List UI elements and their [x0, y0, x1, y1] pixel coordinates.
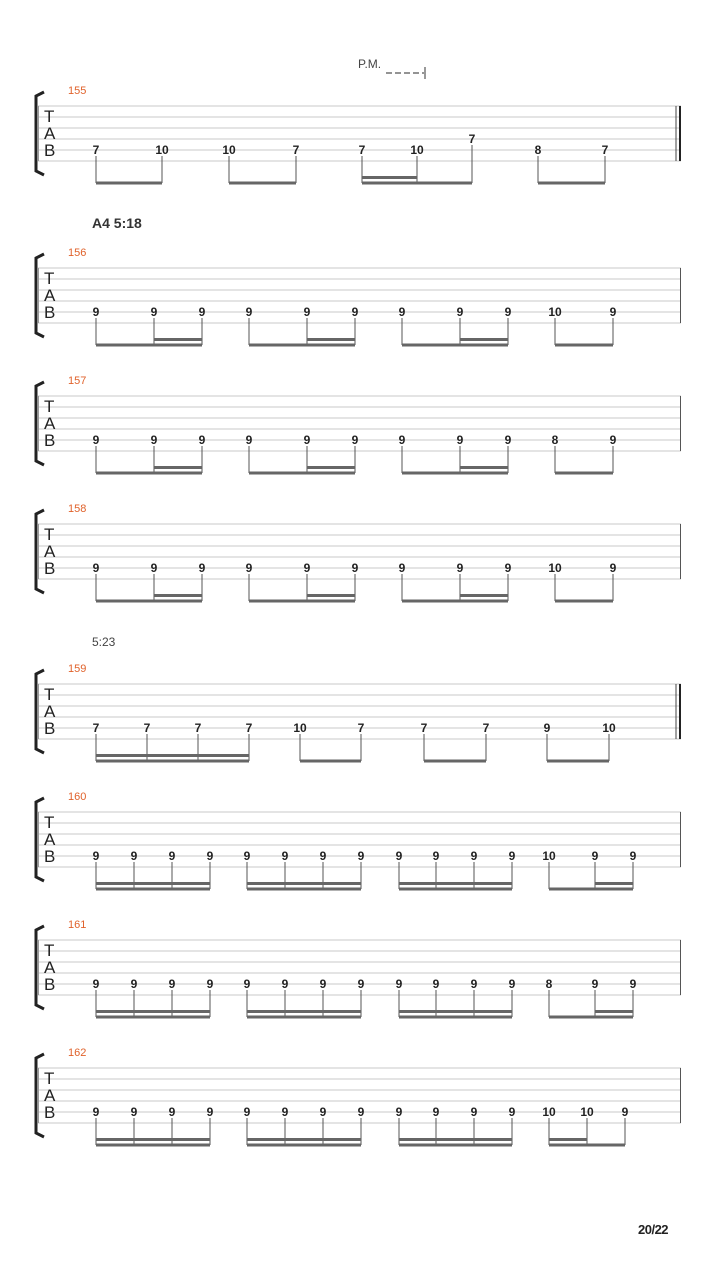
tab-system [36, 375, 681, 475]
sub-beam [247, 1010, 361, 1013]
fret-number: 9 [504, 561, 512, 575]
beam [555, 600, 613, 603]
tab-system [36, 503, 681, 603]
fret-number: 9 [432, 849, 440, 863]
fret-number: 9 [206, 977, 214, 991]
beam [555, 344, 613, 347]
tab-clef-letter: B [44, 431, 56, 450]
tab-clef-letter: A [44, 124, 56, 143]
fret-number: 10 [580, 1105, 594, 1119]
tab-clef-letter: B [44, 975, 56, 994]
fret-number: 8 [545, 977, 553, 991]
fret-number: 10 [542, 849, 556, 863]
fret-number: 9 [357, 977, 365, 991]
beam [549, 888, 633, 891]
fret-number: 9 [92, 305, 100, 319]
fret-number: 9 [357, 849, 365, 863]
sub-beam [307, 594, 355, 597]
fret-number: 9 [621, 1105, 629, 1119]
beam [402, 600, 508, 603]
fret-number: 7 [358, 143, 366, 157]
fret-number: 7 [482, 721, 490, 735]
fret-number: 9 [609, 305, 617, 319]
fret-number: 9 [168, 1105, 176, 1119]
fret-number: 9 [543, 721, 551, 735]
tab-system [36, 663, 681, 763]
fret-number: 7 [601, 143, 609, 157]
fret-number: 9 [470, 1105, 478, 1119]
fret-number: 7 [420, 721, 428, 735]
fret-number: 10 [155, 143, 169, 157]
fret-number: 7 [357, 721, 365, 735]
sub-beam [595, 1010, 633, 1013]
fret-number: 9 [456, 433, 464, 447]
fret-number: 9 [319, 849, 327, 863]
fret-number: 7 [194, 721, 202, 735]
fret-number: 9 [245, 305, 253, 319]
beam [547, 760, 609, 763]
fret-number: 10 [548, 305, 562, 319]
fret-number: 9 [504, 433, 512, 447]
fret-number: 9 [609, 433, 617, 447]
fret-number: 9 [281, 1105, 289, 1119]
beam [362, 182, 472, 185]
tab-clef-letter: B [44, 559, 56, 578]
beam [399, 1144, 512, 1147]
sub-beam [96, 754, 249, 757]
measure-number: 162 [68, 1047, 87, 1059]
fret-number: 9 [470, 977, 478, 991]
beam [96, 344, 202, 347]
tab-clef-letter: B [44, 141, 56, 160]
sub-beam [595, 882, 633, 885]
fret-number: 9 [303, 305, 311, 319]
fret-number: 9 [245, 561, 253, 575]
sub-beam [362, 176, 417, 179]
fret-number: 9 [303, 561, 311, 575]
fret-number: 9 [395, 849, 403, 863]
fret-number: 10 [542, 1105, 556, 1119]
sub-beam [460, 338, 508, 341]
fret-number: 9 [470, 849, 478, 863]
fret-number: 9 [150, 561, 158, 575]
tab-clef-letter: B [44, 1103, 56, 1122]
beam [555, 472, 613, 475]
fret-number: 9 [351, 433, 359, 447]
tab-clef-letter: T [44, 525, 55, 544]
fret-number: 9 [92, 977, 100, 991]
beam [96, 600, 202, 603]
fret-number: 10 [602, 721, 616, 735]
fret-number: 9 [150, 433, 158, 447]
beam [249, 344, 355, 347]
tab-system [36, 791, 681, 891]
measure-number: 156 [68, 247, 87, 259]
sub-beam [399, 882, 512, 885]
fret-number: 9 [398, 561, 406, 575]
tab-system [36, 85, 681, 185]
fret-number: 10 [410, 143, 424, 157]
sub-beam [154, 466, 202, 469]
beam [249, 472, 355, 475]
sub-beam [399, 1010, 512, 1013]
beam [249, 600, 355, 603]
fret-number: 9 [591, 849, 599, 863]
fret-number: 9 [92, 561, 100, 575]
fret-number: 7 [245, 721, 253, 735]
system-bracket [36, 926, 44, 1009]
fret-number: 9 [243, 977, 251, 991]
measure-number: 158 [68, 503, 87, 515]
beam [399, 1016, 512, 1019]
fret-number: 9 [351, 561, 359, 575]
system-bracket [36, 510, 44, 593]
tab-clef-letter: T [44, 685, 55, 704]
measure-number: 159 [68, 663, 87, 675]
fret-number: 9 [92, 1105, 100, 1119]
fret-number: 9 [395, 977, 403, 991]
palm-mute-marking: P.M. [358, 57, 382, 71]
system-bracket [36, 254, 44, 337]
fret-number: 9 [319, 1105, 327, 1119]
tab-clef-letter: T [44, 1069, 55, 1088]
beam [247, 888, 361, 891]
tab-clef-letter: T [44, 813, 55, 832]
tab-clef-letter: T [44, 107, 55, 126]
fret-number: 9 [130, 849, 138, 863]
measure-number: 161 [68, 919, 87, 931]
fret-number: 9 [168, 849, 176, 863]
fret-number: 9 [206, 1105, 214, 1119]
sub-beam [247, 882, 361, 885]
beam [96, 760, 249, 763]
fret-number: 9 [243, 849, 251, 863]
system-bracket [36, 92, 44, 175]
beam [300, 760, 361, 763]
fret-number: 9 [198, 305, 206, 319]
beam [96, 1144, 210, 1147]
tab-system [36, 247, 681, 347]
tab-clef-letter: A [44, 414, 56, 433]
beam [402, 344, 508, 347]
fret-number: 7 [468, 132, 476, 146]
fret-number: 9 [150, 305, 158, 319]
measure-number: 155 [68, 85, 87, 97]
beam [96, 182, 162, 185]
tab-clef-letter: T [44, 269, 55, 288]
fret-number: 9 [629, 849, 637, 863]
fret-number: 8 [551, 433, 559, 447]
tab-clef-letter: B [44, 303, 56, 322]
fret-number: 9 [351, 305, 359, 319]
beam [247, 1144, 361, 1147]
beam [96, 888, 210, 891]
tab-clef-letter: A [44, 830, 56, 849]
system-bracket [36, 798, 44, 881]
beam [549, 1016, 633, 1019]
beam [424, 760, 486, 763]
system-bracket [36, 382, 44, 465]
fret-number: 9 [130, 1105, 138, 1119]
fret-number: 9 [206, 849, 214, 863]
sub-beam [399, 1138, 512, 1141]
sub-beam [96, 1138, 210, 1141]
tab-clef-letter: T [44, 941, 55, 960]
sub-beam [154, 594, 202, 597]
fret-number: 7 [292, 143, 300, 157]
page-number: 20/22 [638, 1222, 669, 1237]
fret-number: 7 [92, 143, 100, 157]
tab-clef-letter: A [44, 702, 56, 721]
sub-beam [460, 594, 508, 597]
fret-number: 10 [293, 721, 307, 735]
fret-number: 9 [609, 561, 617, 575]
fret-number: 9 [319, 977, 327, 991]
fret-number: 9 [92, 849, 100, 863]
fret-number: 7 [143, 721, 151, 735]
measure-number: 160 [68, 791, 87, 803]
fret-number: 9 [456, 305, 464, 319]
tab-system [36, 919, 681, 1019]
fret-number: 9 [508, 1105, 516, 1119]
tab-clef-letter: T [44, 397, 55, 416]
fret-number: 9 [398, 433, 406, 447]
system-bracket [36, 670, 44, 753]
beam [549, 1144, 625, 1147]
fret-number: 9 [591, 977, 599, 991]
beam [96, 472, 202, 475]
fret-number: 9 [508, 849, 516, 863]
sub-beam [460, 466, 508, 469]
fret-number: 9 [92, 433, 100, 447]
fret-number: 9 [168, 977, 176, 991]
sub-beam [549, 1138, 587, 1141]
beam [247, 1016, 361, 1019]
sub-beam [96, 882, 210, 885]
fret-number: 7 [92, 721, 100, 735]
fret-number: 10 [222, 143, 236, 157]
section-marker: A4 5:18 [92, 215, 142, 231]
tab-systems [36, 85, 681, 1147]
beam [538, 182, 605, 185]
fret-number: 9 [456, 561, 464, 575]
fret-number: 9 [243, 1105, 251, 1119]
tab-clef-letter: A [44, 958, 56, 977]
fret-number: 9 [130, 977, 138, 991]
fret-number: 9 [281, 849, 289, 863]
tab-clef-letter: A [44, 1086, 56, 1105]
fret-number: 9 [508, 977, 516, 991]
fret-number: 9 [357, 1105, 365, 1119]
fret-number: 9 [198, 433, 206, 447]
beam [229, 182, 296, 185]
sub-beam [154, 338, 202, 341]
beam [399, 888, 512, 891]
fret-number: 9 [432, 977, 440, 991]
fret-number: 9 [281, 977, 289, 991]
tab-system [36, 1047, 681, 1147]
sub-beam [307, 338, 355, 341]
fret-number: 9 [504, 305, 512, 319]
tab-clef-letter: A [44, 542, 56, 561]
fret-number: 9 [432, 1105, 440, 1119]
sub-beam [247, 1138, 361, 1141]
beam [96, 1016, 210, 1019]
fret-number: 9 [629, 977, 637, 991]
tab-clef-letter: B [44, 847, 56, 866]
fret-number: 9 [395, 1105, 403, 1119]
time-marker: 5:23 [92, 635, 116, 649]
fret-number: 9 [303, 433, 311, 447]
sub-beam [96, 1010, 210, 1013]
fret-number: 8 [534, 143, 542, 157]
fret-number: 10 [548, 561, 562, 575]
fret-number: 9 [245, 433, 253, 447]
sub-beam [307, 466, 355, 469]
measure-number: 157 [68, 375, 87, 387]
tab-clef-letter: B [44, 719, 56, 738]
fret-number: 9 [398, 305, 406, 319]
beam [402, 472, 508, 475]
fret-number: 9 [198, 561, 206, 575]
tab-clef-letter: A [44, 286, 56, 305]
system-bracket [36, 1054, 44, 1137]
